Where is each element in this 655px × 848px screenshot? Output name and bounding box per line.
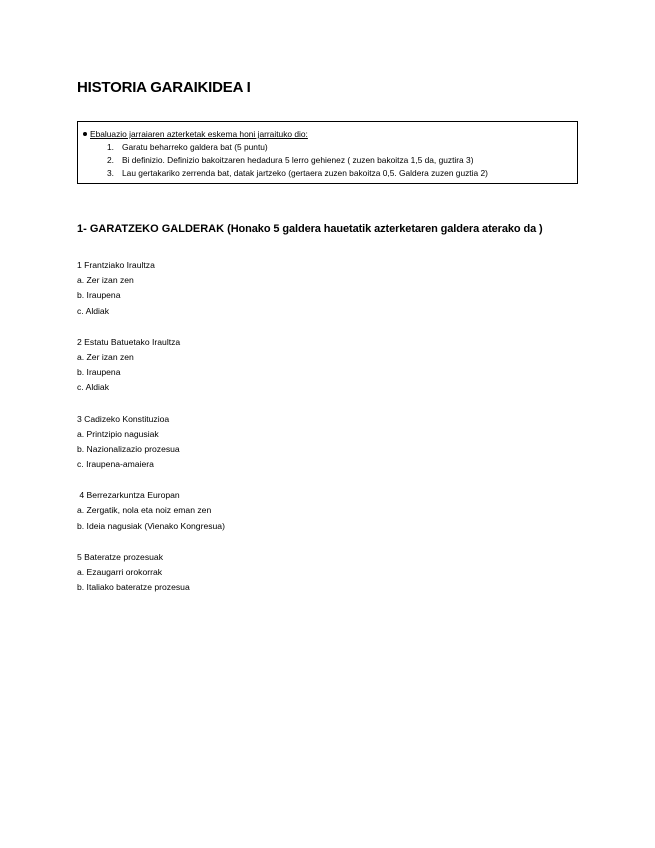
topic-item: c. Iraupena-amaiera [77,459,154,470]
info-list [78,141,577,180]
info-item-number: 3. [107,168,114,178]
info-list-item [78,141,577,154]
topic-title: 4 Berrezarkuntza Europan [77,490,180,501]
topic-item: a. Zer izan zen [77,351,134,362]
topic-item: b. Iraupena [77,290,121,301]
topic-item: c. Aldiak [77,382,110,393]
section-heading-subtitle: (Honako 5 galdera hauetatik azterketaren galdera aterako da ) [227,223,543,235]
topic-title: 5 Bateratze prozesuak [77,551,163,562]
topic-title: 2 Estatu Batuetako Iraultza [77,336,181,347]
topic-unification-processes [77,550,225,596]
topic-item: b. Italiako bateratze prozesua [77,582,190,593]
info-item-number: 2. [107,155,114,165]
topic-item: b. Iraupena [77,367,121,378]
topic-title: 3 Cadizeko Konstituzioa [77,413,170,424]
info-list-item [78,154,577,167]
bullet-icon [83,132,87,136]
topic-item: c. Aldiak [77,305,110,316]
info-item-text: Garatu beharreko galdera bat (5 puntu) [122,142,268,152]
topic-item: a. Zer izan zen [77,275,134,286]
info-heading-text: Ebaluazio jarraiaren azterketak eskema honi jarraituko dio: [90,129,308,139]
topic-american-revolution [77,335,225,396]
topic-restoration-europe [77,488,225,534]
topic-cadiz-constitution [77,412,225,473]
topic-item: a. Zergatik, nola eta noiz eman zen [77,505,212,516]
topic-item: b. Ideia nagusiak (Vienako Kongresua) [77,520,225,531]
topic-french-revolution [77,258,225,319]
topic-item: b. Nazionalizazio prozesua [77,443,180,454]
info-box-heading [83,128,308,141]
topic-list [77,258,225,611]
section-heading [77,223,543,235]
section-heading-title: 1- GARATZEKO GALDERAK [77,223,225,235]
evaluation-info-box [77,121,578,184]
topic-item: a. Printzipio nagusiak [77,428,159,439]
info-item-number: 1. [107,142,114,152]
info-item-text: Lau gertakariko zerrenda bat, datak jartzeko (gertaera zuzen bakoitza 0,5. Galdera zuzen guztia 2) [122,168,488,178]
info-list-item [78,167,577,180]
topic-item: a. Ezaugarri orokorrak [77,567,163,577]
info-item-text: Bi definizio. Definizio bakoitzaren hedadura 5 lerro gehienez ( zuzen bakoitza 1,5 da, guztira 3) [122,155,474,165]
topic-title: 1 Frantziako Iraultza [77,260,155,270]
document-title: HISTORIA GARAIKIDEA I [77,79,251,96]
